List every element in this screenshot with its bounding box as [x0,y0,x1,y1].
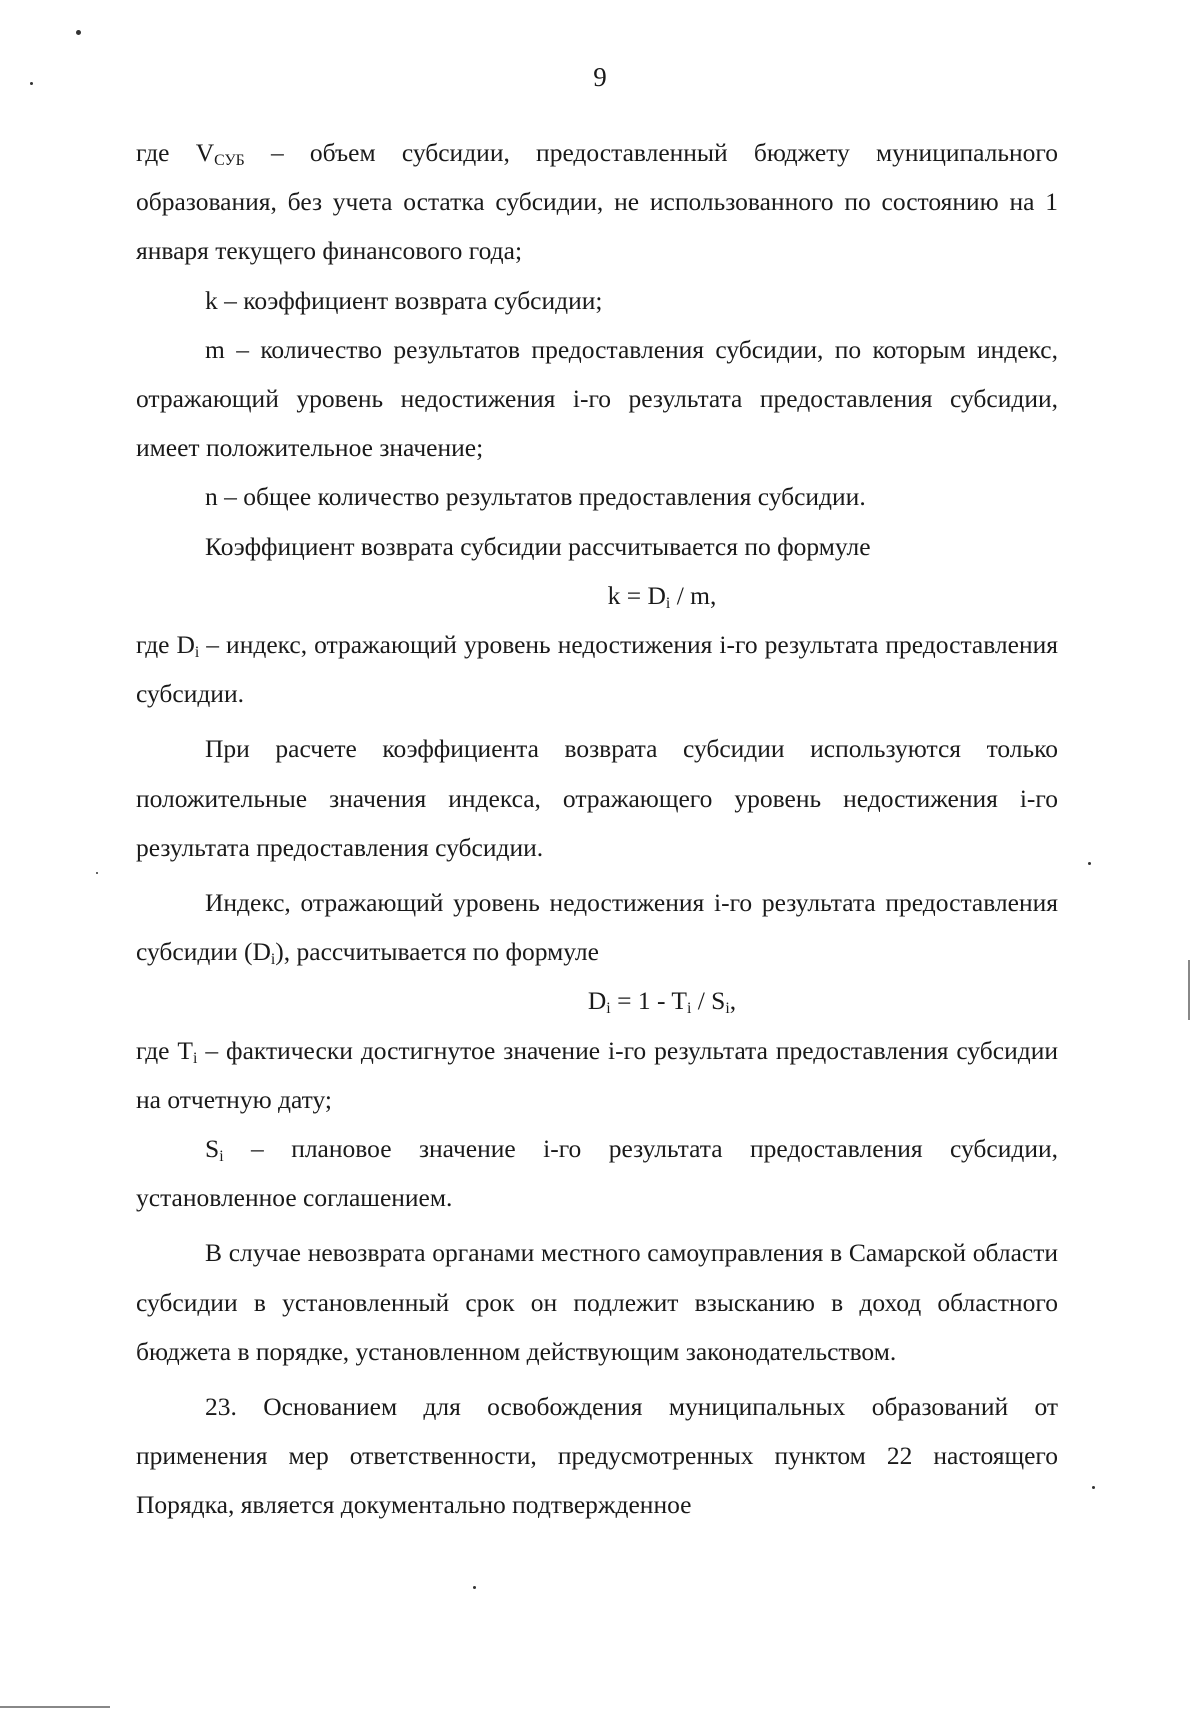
formula-k: $k = D_i / m$, [607,580,717,612]
paragraph-ti-definition: где $T_i$ – фактически достигнутое значение i-го результата предоставления субсидии на отчетную дату; [136,1035,1059,1114]
paragraph-di-definition: где $D_i$ – индекс, отражающий уровень недостижения i-го результата предоставления субсидии. [136,630,1058,709]
scan-speck [96,872,98,874]
scan-speck [1092,1486,1095,1489]
scan-speck [76,30,81,35]
scan-speck [1088,862,1091,865]
scan-edge-line [1188,960,1190,1020]
paragraph-si-definition: $S_i$ – плановое значение i-го результата предоставления субсидии, установленное соглашением. [136,1134,1058,1213]
scan-speck [473,1586,476,1589]
paragraph-positive-values: При расчете коэффициента возврата субсидии используются только положительные значения индекса, отражающего уровень недостижения i-го результата предоставления субсидии. [136,734,1058,862]
paragraph-vsub-definition: где $V_{СУБ}$ – объем субсидии, предоставленный бюджету муниципального образования, без учета остатка субсидии, не использованного по состоянию на 1 января текущего финансового года; [136,138,1058,266]
scan-speck [30,82,33,85]
paragraph-k-formula-intro: Коэффициент возврата субсидии рассчитывается по формуле [205,531,871,561]
page-number: 9 [593,62,607,92]
paragraph-k-definition: k – коэффициент возврата субсидии; [205,285,603,315]
paragraph-item-23: 23. Основанием для освобождения муниципальных образований от применения мер ответственности, предусмотренных пунктом 22 настоящего Порядка, является документально подтвержденное [136,1392,1058,1520]
formula-di: $D_i = 1 - T_i / S_i$, [587,986,737,1018]
scan-edge-line [0,1706,110,1708]
paragraph-non-return: В случае невозврата органами местного самоуправления в Самарской области субсидии в установленный срок он подлежит взысканию в доход областного бюджета в порядке, установленном действующим законодательством. [136,1238,1058,1366]
paragraph-m-definition: m – количество результатов предоставления субсидии, по которым индекс, отражающий уровень недостижения i-го результата предоставления субсидии, имеет положительное значение; [136,334,1058,463]
paragraph-di-formula-intro: Индекс, отражающий уровень недостижения i-го результата предоставления субсидии $(D_i)$, рассчитывается по формуле [136,888,1058,969]
paragraph-n-definition: n – общее количество результатов предоставления субсидии. [205,482,866,512]
document-body [136,128,1058,1530]
